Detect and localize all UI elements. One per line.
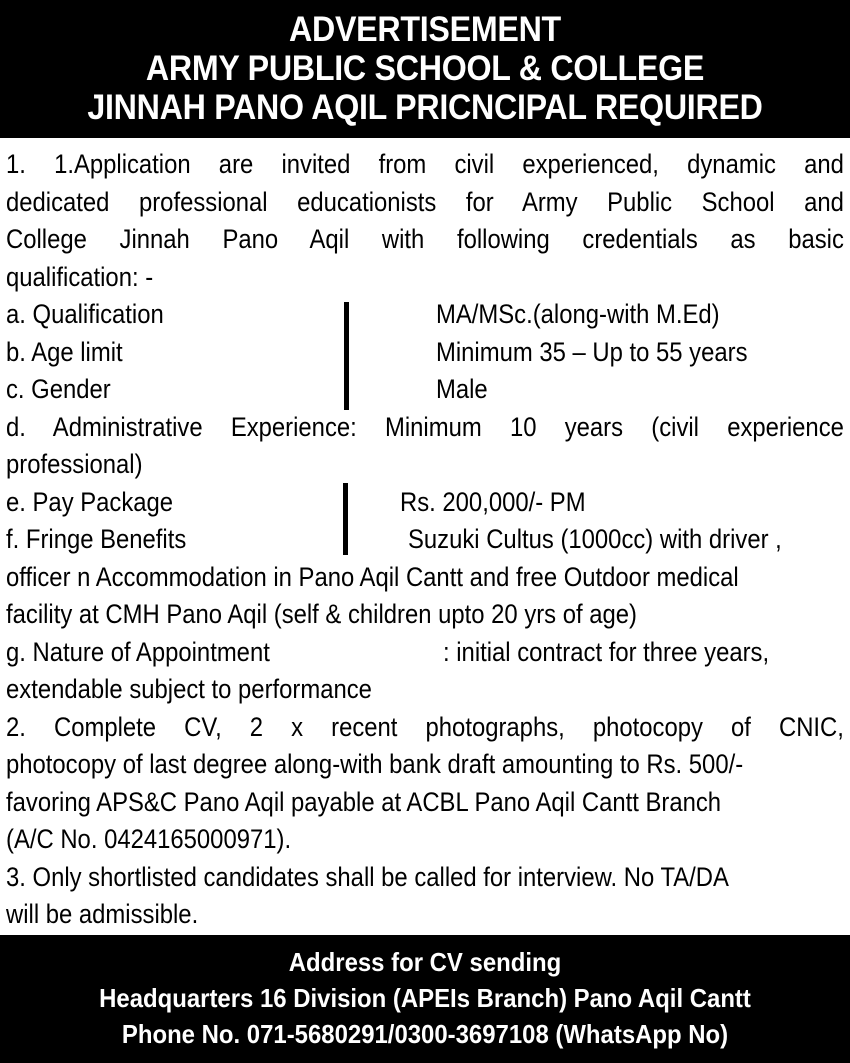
fringe-line-3: facility at CMH Pano Aqil (self & children upto 20 yrs of age) bbox=[6, 599, 637, 629]
para2-line-1: 2. Complete CV, 2 x recent photographs, photocopy of CNIC, bbox=[6, 711, 844, 742]
divider-bar bbox=[343, 483, 348, 555]
para2-line-3: favoring APS&C Pano Aqil payable at ACBL Pano Aqil Cantt Branch bbox=[6, 786, 722, 817]
footer-banner bbox=[0, 935, 850, 1063]
header-position: JINNAH PANO AQIL PRICNCIPAL REQUIRED bbox=[87, 88, 763, 127]
advertisement-body bbox=[6, 146, 844, 934]
criteria-value: Male bbox=[436, 374, 488, 404]
criteria-label: g. Nature of Appointment bbox=[6, 636, 270, 667]
criteria-age bbox=[6, 334, 844, 372]
intro-line-3: College Jinnah Pano Aqil with following credentials as basic bbox=[6, 224, 844, 254]
header-banner bbox=[0, 0, 850, 138]
nature-line-2: extendable subject to performance bbox=[6, 674, 372, 704]
criteria-value: MA/MSc.(along-with M.Ed) bbox=[436, 299, 720, 329]
header-title: ADVERTISEMENT bbox=[289, 10, 561, 49]
footer-phone: Phone No. 071-5680291/0300-3697108 (WhatsApp No) bbox=[121, 1019, 729, 1049]
footer-address-heading: Address for CV sending bbox=[288, 947, 562, 977]
criteria-admin-line-2: professional) bbox=[6, 449, 143, 479]
criteria-value: : initial contract for three years, bbox=[443, 636, 770, 667]
intro-line-4: qualification: - bbox=[6, 261, 154, 292]
footer-address: Headquarters 16 Division (APEIs Branch) Pano Aqil Cantt bbox=[99, 983, 751, 1013]
criteria-qualification bbox=[6, 296, 844, 334]
criteria-label: a. Qualification bbox=[6, 299, 164, 329]
para3-line-2: will be admissible. bbox=[6, 899, 199, 929]
criteria-value: Suzuki Cultus (1000cc) with driver , bbox=[408, 524, 782, 554]
criteria-gender bbox=[6, 371, 844, 409]
criteria-value: Rs. 200,000/- PM bbox=[400, 486, 586, 517]
fringe-line-2: officer n Accommodation in Pano Aqil Cantt and free Outdoor medical bbox=[6, 561, 739, 592]
criteria-fringe bbox=[6, 521, 844, 559]
para2-line-2: photocopy of last degree along-with bank draft amounting to Rs. 500/- bbox=[6, 749, 744, 779]
para2-line-4: (A/C No. 0424165000971). bbox=[6, 824, 292, 854]
criteria-label: b. Age limit bbox=[6, 336, 123, 367]
header-school-name: ARMY PUBLIC SCHOOL & COLLEGE bbox=[145, 49, 705, 88]
criteria-label: e. Pay Package bbox=[6, 486, 174, 517]
divider-bar bbox=[344, 302, 349, 410]
intro-line-1: 1. 1.Application are invited from civil experienced, dynamic and bbox=[6, 149, 844, 179]
criteria-value: Minimum 35 – Up to 55 years bbox=[436, 336, 748, 367]
criteria-label: f. Fringe Benefits bbox=[6, 524, 187, 554]
criteria-pay bbox=[6, 484, 844, 522]
criteria-nature bbox=[6, 634, 844, 672]
intro-line-2: dedicated professional educationists for Army Public School and bbox=[6, 186, 844, 217]
para3-line-1: 3. Only shortlisted candidates shall be called for interview. No TA/DA bbox=[6, 861, 729, 892]
criteria-admin-line-1: d. Administrative Experience: Minimum 10 years (civil experience bbox=[6, 411, 844, 442]
criteria-label: c. Gender bbox=[6, 374, 111, 404]
